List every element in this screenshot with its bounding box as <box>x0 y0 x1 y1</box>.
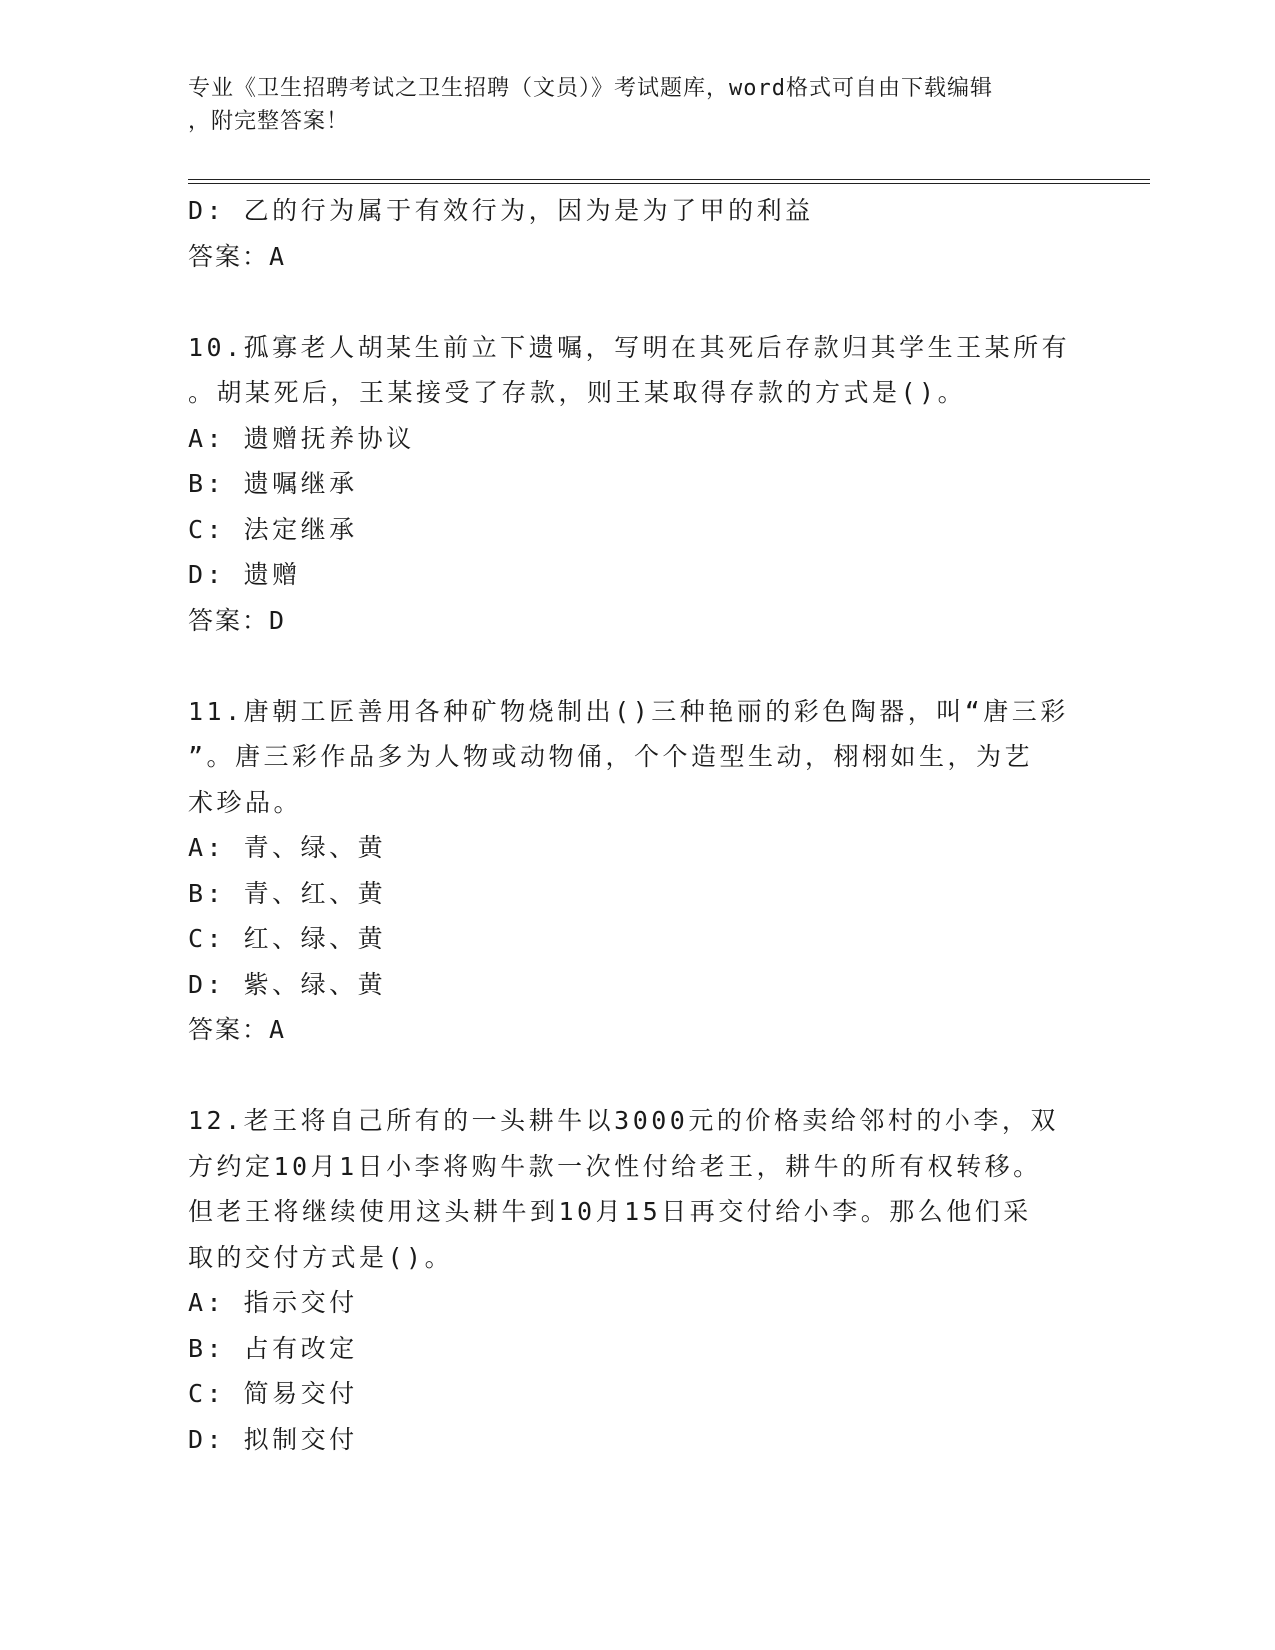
q11-option-b: B: 青、红、黄 <box>188 878 387 908</box>
q9-option-d: D: 乙的行为属于有效行为，因为是为了甲的利益 <box>188 196 814 225</box>
q12-option-b: B: 占有改定 <box>188 1333 358 1363</box>
q10-option-b: B: 遗嘱继承 <box>188 469 358 498</box>
q10-stem-line: 10.孤寡老人胡某生前立下遗嘱，写明在其死后存款归其学生王某所有 <box>188 332 1071 362</box>
q9-answer: 答案：A <box>188 241 287 271</box>
spacer <box>188 279 1088 325</box>
document-header <box>188 72 1068 138</box>
q11-option-d: D: 紫、绿、黄 <box>188 969 387 999</box>
q10-option-c: C: 法定继承 <box>188 514 358 544</box>
q10-option-a: A: 遗赠抚养协议 <box>188 423 415 453</box>
q12-option-c: C: 简易交付 <box>188 1379 358 1408</box>
q12-stem-line: 取的交付方式是()。 <box>188 1242 454 1272</box>
header-line-2: ，附完整答案！ <box>188 109 350 134</box>
q10-answer: 答案：D <box>188 605 287 635</box>
q12-stem-line: 12.老王将自己所有的一头耕牛以3000元的价格卖给邻村的小李，双 <box>188 1106 1059 1135</box>
q11-stem-line: ”。唐三彩作品多为人物或动物俑，个个造型生动，栩栩如生，为艺 <box>188 742 1034 771</box>
q11-stem-line: 术珍品。 <box>188 787 303 817</box>
q12-stem-line: 但老王将继续使用这头耕牛到10月15日再交付给小李。那么他们采 <box>188 1197 1032 1226</box>
question-12 <box>188 1098 1088 1462</box>
q11-stem-line: 11.唐朝工匠善用各种矿物烧制出()三种艳丽的彩色陶器，叫“唐三彩 <box>188 696 1069 726</box>
q12-stem-line: 方约定10月1日小李将购牛款一次性付给老王，耕牛的所有权转移。 <box>188 1151 1042 1181</box>
spacer <box>188 643 1088 689</box>
q11-answer: 答案：A <box>188 1015 287 1044</box>
q12-option-d: D: 拟制交付 <box>188 1424 358 1454</box>
question-10 <box>188 325 1088 644</box>
q11-option-a: A: 青、绿、黄 <box>188 833 387 862</box>
question-list <box>188 188 1088 1462</box>
q11-option-c: C: 红、绿、黄 <box>188 924 387 953</box>
spacer <box>188 1053 1088 1099</box>
q10-option-d: D: 遗赠 <box>188 560 301 589</box>
header-rule-top <box>188 179 1150 180</box>
header-rule-bottom <box>188 183 1150 184</box>
q10-stem-line: 。胡某死后，王某接受了存款，则王某取得存款的方式是()。 <box>188 378 967 407</box>
header-line-1: 专业《卫生招聘考试之卫生招聘（文员）》考试题库，word格式可自由下载编辑 <box>188 76 993 101</box>
question-11 <box>188 689 1088 1053</box>
q12-option-a: A: 指示交付 <box>188 1288 358 1317</box>
